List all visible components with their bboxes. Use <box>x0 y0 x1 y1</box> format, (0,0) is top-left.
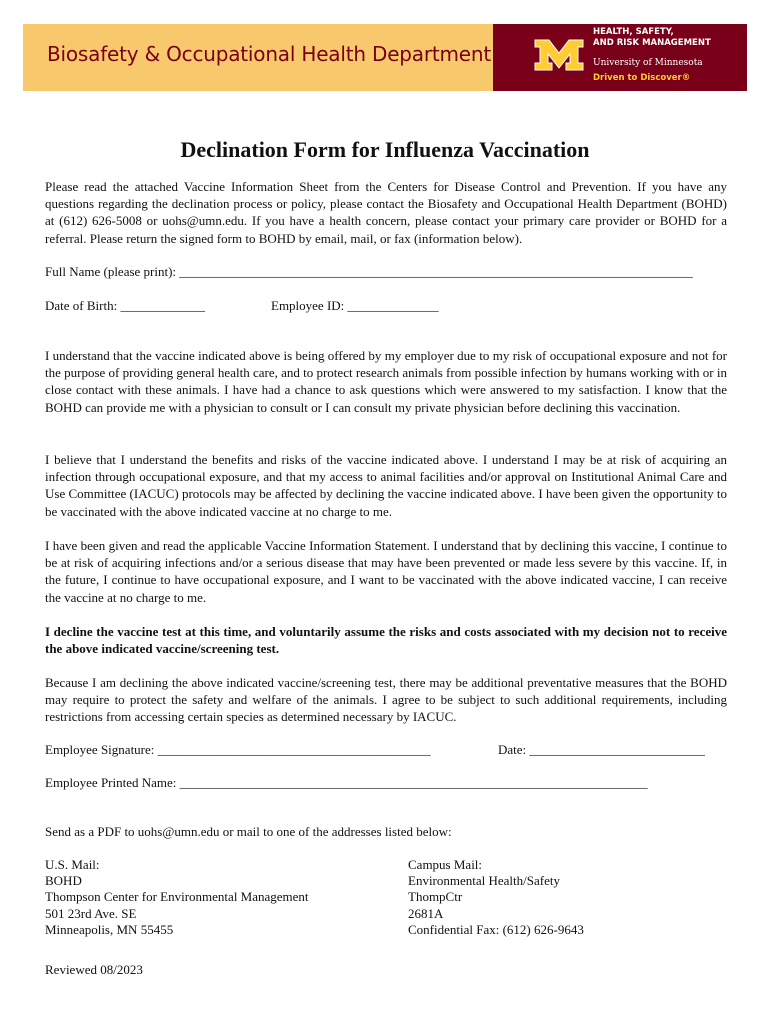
university-tagline: Driven to Discover® <box>593 73 691 83</box>
full-name-field[interactable]: Full Name (please print): _______________________________________________________________________________ <box>45 264 693 279</box>
form-title: Declination Form for Influenza Vaccination <box>180 137 590 162</box>
preventative-measures-paragraph: Because I am declining the above indicated vaccine/screening test, there may be additional preventative measures that the BOHD may require to protect the safety and welfare of the animals. I agree to be subject to such additional requirements, including restrictions from accessing certain species as determined necessary by IACUC. <box>45 675 727 725</box>
department-banner <box>23 24 493 91</box>
us-mail-line: Minneapolis, MN 55455 <box>45 921 174 937</box>
consent-paragraph-1: I understand that the vaccine indicated above is being offered by my employer due to my risk of occupational exposure and not for the purpose of providing general health care, and to protect research animals from possible infection by humans working with or in close contact with these animals. I have had a chance to ask questions which were answered to my satisfaction. I know that the BOHD can provide me with a physician to consult or I can consult my private physician before declining this vaccination. <box>45 348 727 415</box>
date-field[interactable]: Date: ___________________________ <box>498 742 705 757</box>
department-title: Biosafety & Occupational Health Department <box>47 42 492 66</box>
campus-mail-line: 2681A <box>408 905 444 921</box>
campus-mail-line: Environmental Health/Safety <box>408 873 560 889</box>
campus-mail-address <box>408 857 584 938</box>
declination-statement: I decline the vaccine test at this time, and voluntarily assume the risks and costs associated with my decision not to receive the above indicated vaccine/screening test. <box>45 624 727 657</box>
us-mail-line: Thompson Center for Environmental Management <box>45 889 309 905</box>
us-mail-address <box>45 857 309 938</box>
employee-id-field[interactable]: Employee ID: ______________ <box>271 298 439 313</box>
campus-mail-line: ThompCtr <box>408 889 463 905</box>
employee-signature-field[interactable]: Employee Signature: __________________________________________ <box>45 742 431 757</box>
us-mail-line: BOHD <box>45 873 82 889</box>
reviewed-date: Reviewed 08/2023 <box>45 962 143 977</box>
university-name: University of Minnesota <box>593 58 703 68</box>
header-banner <box>23 24 747 91</box>
employee-printed-name-field[interactable]: Employee Printed Name: ________________________________________________________________________ <box>45 775 648 790</box>
send-instructions: Send as a PDF to uohs@umn.edu or mail to one of the addresses listed below: <box>45 824 452 839</box>
us-mail-line: U.S. Mail: <box>45 857 100 872</box>
campus-mail-line: Campus Mail: <box>408 857 483 872</box>
consent-paragraph-2: I believe that I understand the benefits and risks of the vaccine indicated above. I understand I may be at risk of acquiring an infection through occupational exposure, and that my access to animal facilities and/or approval on Institutional Animal Care and Use Committee (IACUC) protocols may be affected by declining the vaccine indicated above. I have been given the opportunity to be vaccinated with the above indicated vaccine at no charge to me. <box>45 452 727 519</box>
campus-mail-line: Confidential Fax: (612) 626-9643 <box>408 921 584 937</box>
umn-block-m-logo <box>533 38 585 72</box>
intro-paragraph: Please read the attached Vaccine Information Sheet from the Centers for Disease Control and Prevention. If you have any questions regarding the declination process or policy, please contact the Biosafety and Occupational Health Department (BOHD) at (612) 626-5008 or uohs@umn.edu. If you have a health concern, please contact your primary care provider or BOHD for a referral. Please return the signed form to BOHD by email, mail, or fax (information below). <box>45 179 727 246</box>
us-mail-line: 501 23rd Ave. SE <box>45 905 137 921</box>
unit-name: HEALTH, SAFETY, AND RISK MANAGEMENT <box>593 27 711 48</box>
consent-paragraph-3: I have been given and read the applicable Vaccine Information Statement. I understand that by declining this vaccine, I continue to be at risk of acquiring infections and/or a serious disease that may have been prevented or made less severe by this vaccine. If, in the future, I continue to have occupational exposure, and I want to be vaccinated with the above indicated vaccine, I can receive the vaccine at no charge to me. <box>45 538 727 605</box>
date-of-birth-field[interactable]: Date of Birth: _____________ <box>45 298 205 313</box>
university-logo-block <box>493 24 747 91</box>
